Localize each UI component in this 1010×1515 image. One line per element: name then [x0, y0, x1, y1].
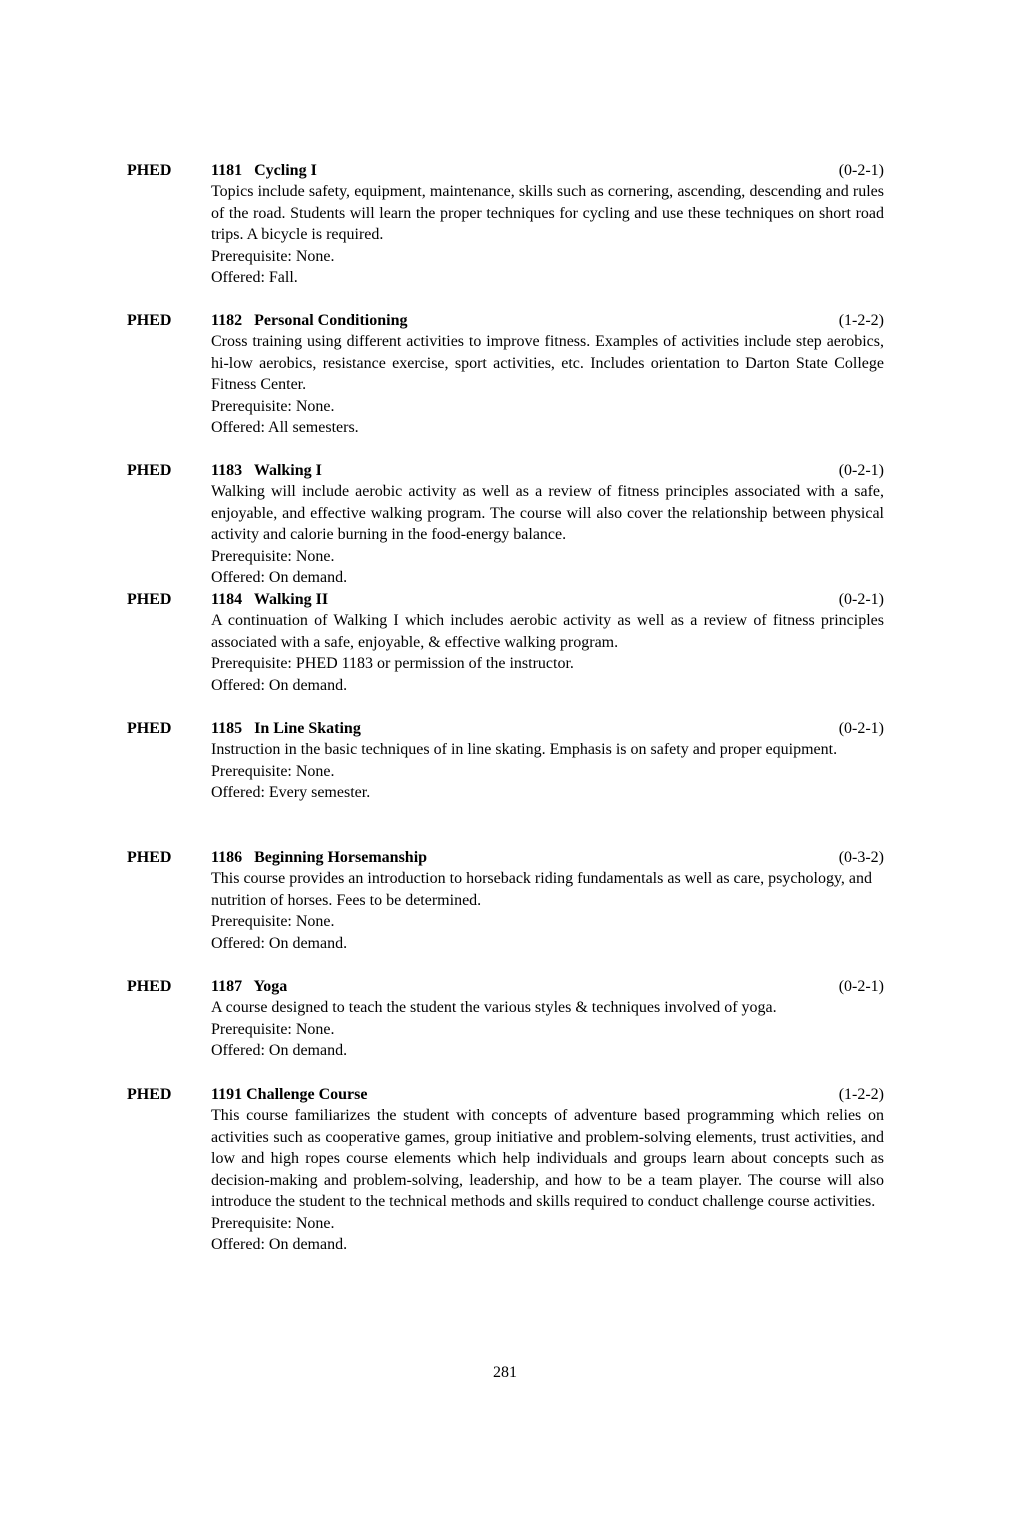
course-entry-1185 — [127, 718, 884, 804]
course-body — [211, 481, 884, 589]
course-entry-1181 — [127, 160, 884, 289]
course-title: 1191 Challenge Course — [211, 1086, 368, 1103]
course-prerequisite: Prerequisite: None. — [211, 547, 335, 565]
course-prerequisite: Prerequisite: None. — [211, 1020, 335, 1038]
course-header — [127, 847, 884, 868]
course-prefix: PHED — [127, 591, 172, 608]
course-prefix: PHED — [127, 462, 172, 479]
course-header — [127, 310, 884, 331]
course-offered: Offered: Fall. — [211, 269, 298, 286]
course-offered: Offered: All semesters. — [211, 419, 359, 436]
course-prerequisite: Prerequisite: None. — [211, 247, 335, 265]
course-entry-1191 — [127, 1084, 884, 1256]
course-entry-1183 — [127, 460, 884, 589]
course-entry-1184 — [127, 589, 884, 696]
course-offered: Offered: On demand. — [211, 1042, 348, 1059]
course-body — [211, 331, 884, 439]
course-header — [127, 1084, 884, 1105]
course-prefix: PHED — [127, 720, 172, 737]
course-prerequisite: Prerequisite: None. — [211, 762, 335, 780]
course-hours: (1-2-2) — [838, 312, 884, 329]
course-title: 1185 In Line Skating — [211, 720, 361, 737]
course-description: A course designed to teach the student the various styles & techniques involved of yoga. — [211, 999, 777, 1016]
course-description: This course provides an introduction to horseback riding fundamentals as well as care, psychology, and nutrition of horses. Fees to be determined. — [211, 870, 873, 909]
course-prerequisite: Prerequisite: PHED 1183 or permission of the instructor. — [211, 655, 574, 672]
course-description: A continuation of Walking I which includes aerobic activity as well as a review of fitness principles associated with a safe, enjoyable, & effective walking program. — [211, 612, 884, 651]
course-hours: (0-2-1) — [838, 591, 884, 608]
course-offered: Offered: On demand. — [211, 934, 348, 952]
course-title: 1181 Cycling I — [211, 162, 317, 179]
course-body — [211, 868, 884, 954]
course-title: 1186 Beginning Horsemanship — [211, 849, 428, 866]
course-prefix: PHED — [127, 1086, 172, 1103]
course-prerequisite: Prerequisite: None. — [211, 913, 335, 930]
course-description: This course familiarizes the student with concepts of adventure based programming which relies on activities such as cooperative games, group initiative and problem-solving elements, trust activities, and low and high ropes course elements which help individuals and groups learn about concepts such as decision-making and problem-solving, leadership, and how to be a team player. The course will also introduce the student to the technical methods and skills required to conduct challenge course activities. — [211, 1107, 884, 1210]
course-title: 1187 Yoga — [211, 978, 288, 995]
course-hours: (0-2-1) — [838, 720, 884, 737]
course-body — [211, 739, 884, 804]
course-header — [127, 718, 884, 739]
course-hours: (0-2-1) — [838, 162, 884, 179]
course-entry-1187 — [127, 976, 884, 1062]
course-prefix: PHED — [127, 312, 172, 329]
course-entry-1186 — [127, 847, 884, 954]
course-header — [127, 976, 884, 997]
page-number: 281 — [493, 1364, 517, 1381]
course-description: Instruction in the basic techniques of in line skating. Emphasis is on safety and proper equipment. — [211, 741, 838, 758]
course-body — [211, 997, 884, 1062]
course-hours: (0-2-1) — [838, 978, 884, 995]
course-prerequisite: Prerequisite: None. — [211, 1214, 335, 1232]
course-header — [127, 460, 884, 481]
course-offered: Offered: On demand. — [211, 676, 348, 694]
course-hours: (1-2-2) — [838, 1086, 884, 1103]
course-entry-1182 — [127, 310, 884, 439]
course-prerequisite: Prerequisite: None. — [211, 397, 335, 415]
course-header — [127, 160, 884, 181]
course-prefix: PHED — [127, 849, 172, 866]
course-offered: Offered: On demand. — [211, 569, 348, 586]
course-hours: (0-3-2) — [838, 849, 884, 866]
course-prefix: PHED — [127, 978, 172, 995]
course-body — [211, 610, 884, 696]
course-title: 1182 Personal Conditioning — [211, 312, 408, 329]
course-title: 1183 Walking I — [211, 462, 322, 479]
course-offered: Offered: Every semester. — [211, 784, 371, 801]
course-body — [211, 181, 884, 289]
course-prefix: PHED — [127, 162, 172, 179]
course-title: 1184 Walking II — [211, 591, 329, 608]
course-description: Cross training using different activities to improve fitness. Examples of activities include step aerobics, hi-low aerobics, resistance exercise, sport activities, etc. Includes orientation to Darton State College Fitness Center. — [211, 333, 884, 393]
course-body — [211, 1105, 884, 1256]
course-offered: Offered: On demand. — [211, 1236, 348, 1253]
course-description: Walking will include aerobic activity as well as a review of fitness principles associated with a safe, enjoyable, and effective walking program. The course will also cover the relationship between physical activity and calorie burning in the food-energy balance. — [211, 483, 884, 543]
course-hours: (0-2-1) — [838, 462, 884, 479]
course-description: Topics include safety, equipment, maintenance, skills such as cornering, ascending, descending and rules of the road. Students will learn the proper techniques for cycling and use these techniques on short road trips. A bicycle is required. — [211, 183, 884, 243]
course-header — [127, 589, 884, 610]
